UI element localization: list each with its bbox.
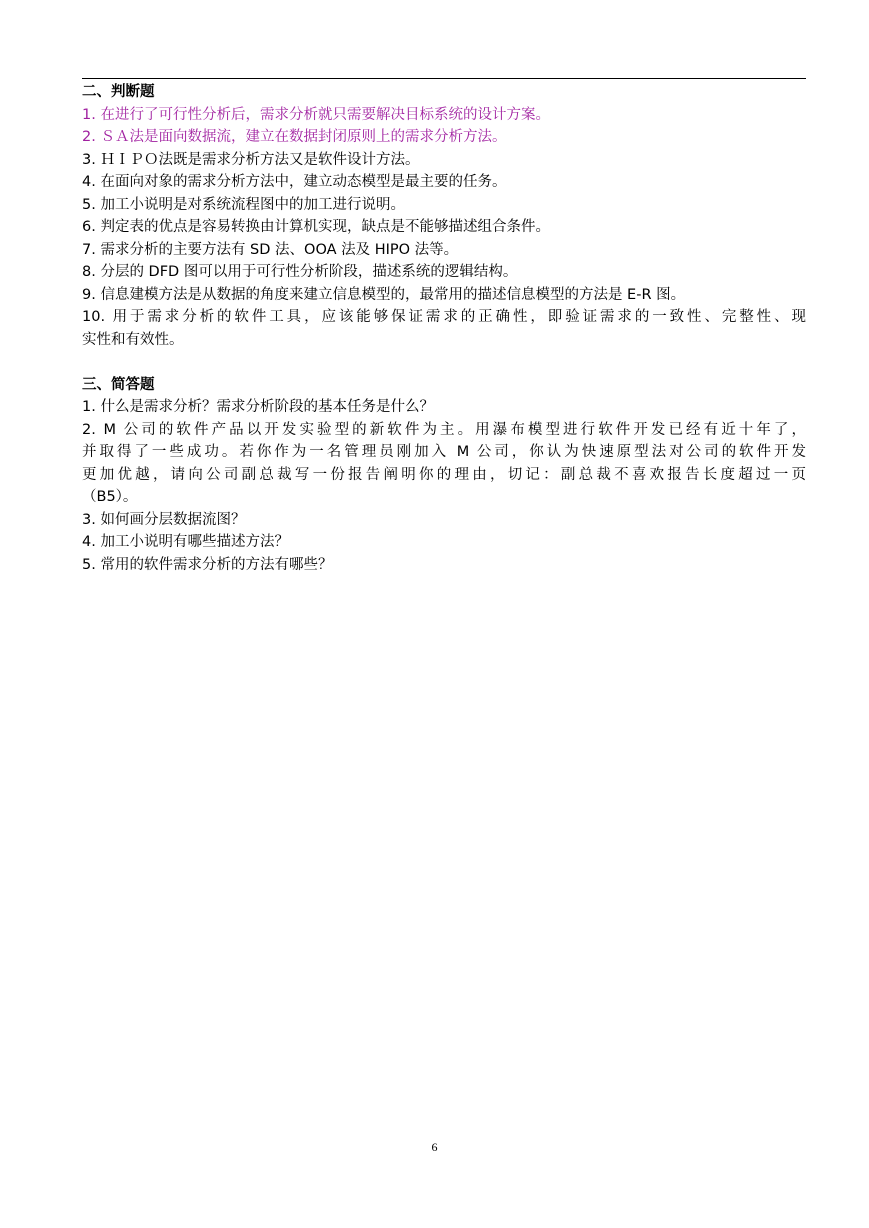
section-heading-short-answer: 三、简答题 <box>82 376 155 393</box>
section-heading-judgment: 二、判断题 <box>82 84 155 100</box>
judgment-item-6: 6. 判定表的优点是容易转换由计算机实现，缺点是不能够描述组合条件。 <box>82 219 550 235</box>
header-rule <box>82 78 806 79</box>
short-answer-item-2-line-2: 并取得了一些成功。若你作为一名管理员刚加入 M 公司，你认为快速原型法对公司的软件开发 <box>82 444 806 460</box>
section-spacer <box>82 351 806 374</box>
judgment-item-4: 4. 在面向对象的需求分析方法中，建立动态模型是最主要的任务。 <box>82 174 507 190</box>
short-answer-item-3: 3. 如何画分层数据流图？ <box>82 511 246 528</box>
judgment-item-7: 7. 需求分析的主要方法有 SD 法、OOA 法及 HIPO 法等。 <box>82 241 459 258</box>
judgment-item-5: 5. 加工小说明是对系统流程图中的加工进行说明。 <box>82 196 405 213</box>
judgment-item-10-line-2: 实性和有效性。 <box>82 331 184 348</box>
page-content <box>82 81 806 576</box>
short-answer-item-2-line-3: 更加优越，请向公司副总裁写一份报告阐明你的理由，切记：副总裁不喜欢报告长度超过一页 <box>82 466 806 483</box>
page-number: 6 <box>431 1140 438 1154</box>
short-answer-item-2-line-4: （B5）。 <box>82 489 138 505</box>
judgment-item-9: 9. 信息建模方法是从数据的角度来建立信息模型的，最常用的描述信息模型的方法是 E-R 图。 <box>82 286 686 303</box>
judgment-item-2: 2. ＳＡ法是面向数据流，建立在数据封闭原则上的需求分析方法。 <box>82 129 507 145</box>
judgment-item-3: 3. ＨＩＰＯ法既是需求分析方法又是软件设计方法。 <box>82 151 420 168</box>
short-answer-item-4: 4. 加工小说明有哪些描述方法？ <box>82 534 289 550</box>
judgment-item-1: 1. 在进行了可行性分析后，需求分析就只需要解决目标系统的设计方案。 <box>82 106 550 123</box>
judgment-item-10-line-1: 10. 用于需求分析的软件工具，应该能够保证需求的正确性，即验证需求的一致性、完整性、现 <box>82 309 806 325</box>
judgment-item-8: 8. 分层的 DFD 图可以用于可行性分析阶段，描述系统的逻辑结构。 <box>82 264 518 280</box>
short-answer-item-2-line-1: 2. M 公司的软件产品以开发实验型的新软件为主。用瀑布模型进行软件开发已经有近十年了， <box>82 421 806 438</box>
short-answer-item-5: 5. 常用的软件需求分析的方法有哪些？ <box>82 556 333 573</box>
short-answer-item-1: 1. 什么是需求分析？需求分析阶段的基本任务是什么？ <box>82 399 434 415</box>
